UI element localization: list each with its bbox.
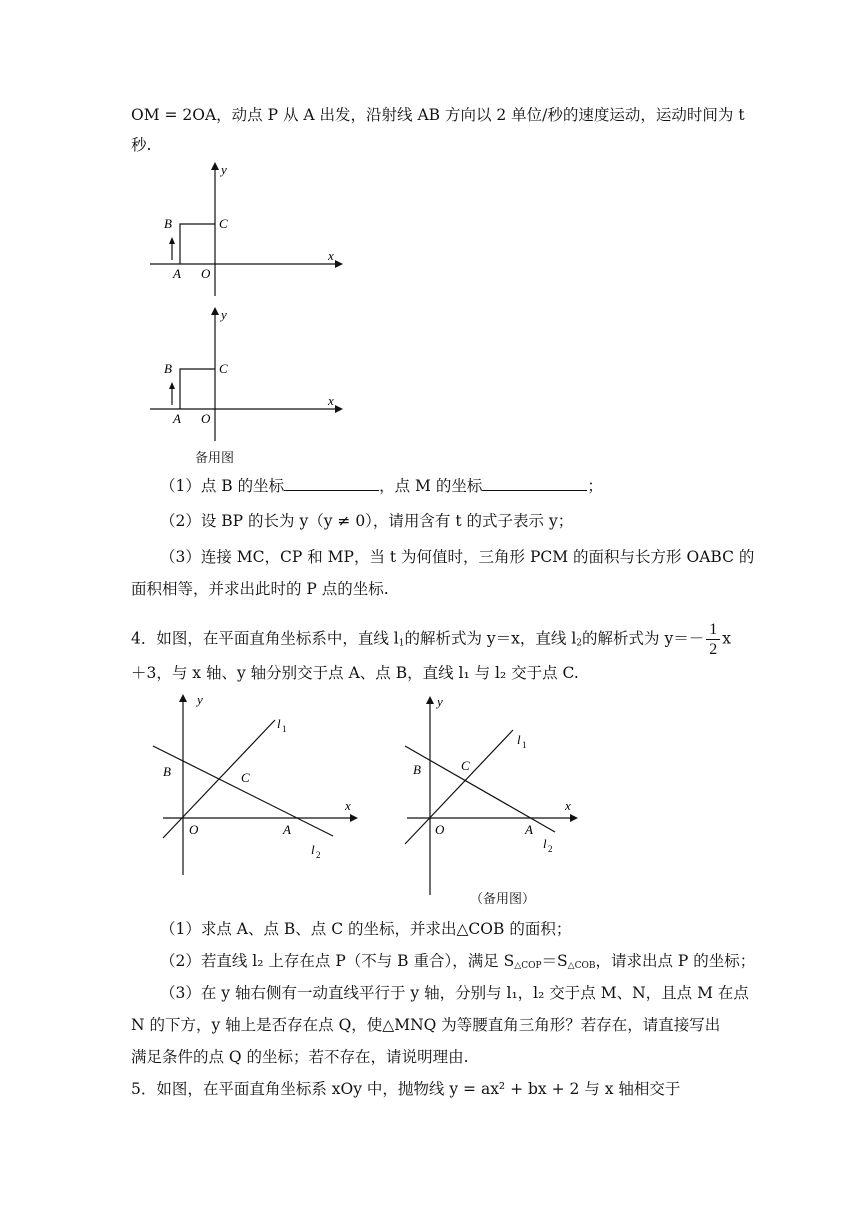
svg-text:1: 1 [522,740,527,750]
svg-text:B: B [163,764,171,779]
svg-text:l: l [277,716,281,731]
label-A: A [173,266,181,281]
label-B: B [164,216,172,231]
svg-text:l: l [311,842,315,857]
label-C: C [219,216,228,231]
svg-text:O: O [201,411,211,426]
svg-text:l: l [543,836,547,851]
q3-spare-caption: 备用图 [195,451,235,466]
svg-text:O: O [435,822,445,837]
q4-sub3-line3: 满足条件的点 Q 的坐标；若不存在，请说明理由. [131,1048,469,1066]
svg-text:2: 2 [548,844,553,854]
q3-line2: 秒. [131,136,152,154]
q4-line1: 4．如图，在平面直角坐标系中，直线 $l_1$的解析式为 y＝x，直线 $l_2$的解析式为 y＝－ $\frac{1}{2}$ x [131,621,731,658]
q3-sub3-line2: 面积相等，并求出此时的 P 点的坐标. [131,580,389,598]
svg-text:A: A [173,411,181,426]
q3-sub2: （2）设 BP 的长为 y（y ≠ 0），请用含有 t 的式子表示 y； [160,512,574,530]
q4-spare-caption: （备用图） [470,892,536,907]
q3-figure-main [140,160,350,290]
svg-text:1: 1 [282,724,287,734]
q3-line1: OM = 2OA，动点 P 从 A 出发，沿射线 AB 方向以 2 单位/秒的速度运动，运动时间为 t [131,106,745,124]
q5-line1: 5．如图，在平面直角坐标系 xOy 中，抛物线 y = ax² + bx + 2 与 x 轴相交于 [131,1080,681,1098]
q4-line2: ＋3，与 x 轴、y 轴分别交于点 A、点 B，直线 l₁ 与 l₂ 交于点 C. [131,664,579,682]
svg-text:A: A [283,822,291,837]
svg-text:x: x [345,798,351,813]
label-y: y [221,162,227,177]
q4-sub2: （2）若直线 l₂ 上存在点 P（不与 B 重合），满足 $S_{\triangle COP}=S_{\triangle COB}$，请求出点 P 的坐标； [160,952,756,971]
svg-text:x: x [328,393,334,408]
q4-sub1: （1）求点 A、点 B、点 C 的坐标，并求出△COB 的面积； [160,920,572,938]
svg-text:y: y [221,307,227,322]
svg-text:C: C [219,361,228,376]
q4-sub3-line2: N 的下方，y 轴上是否存在点 Q，使△MNQ 为等腰直角三角形？若存在，请直接写出 [131,1016,721,1034]
q4-sub3-line1: （3）在 y 轴右侧有一动直线平行于 y 轴，分别与 l₁，l₂ 交于点 M、N，且点 M 在点 [160,984,749,1002]
svg-text:C: C [461,758,470,773]
svg-text:x: x [565,798,571,813]
q4-figure-spare [395,690,595,900]
svg-text:A: A [525,822,533,837]
svg-text:C: C [241,770,250,785]
svg-text:y: y [197,692,203,707]
svg-text:l: l [517,732,521,747]
q3-figure-spare [140,305,350,445]
svg-text:2: 2 [316,850,321,860]
q3-sub1: （1）点 B 的坐标 ，点 M 的坐标 ； [160,477,603,495]
svg-text:O: O [189,822,199,837]
svg-text:B: B [413,762,421,777]
q4-figure-main [145,690,365,880]
svg-text:y: y [437,694,443,709]
fraction: $\frac{1}{2}$ [706,620,720,659]
q3-sub3-line1: （3）连接 MC，CP 和 MP，当 t 为何值时，三角形 PCM 的面积与长方形 OABC 的 [160,548,755,566]
label-x: x [328,248,334,263]
svg-text:B: B [164,361,172,376]
label-O: O [201,266,211,281]
